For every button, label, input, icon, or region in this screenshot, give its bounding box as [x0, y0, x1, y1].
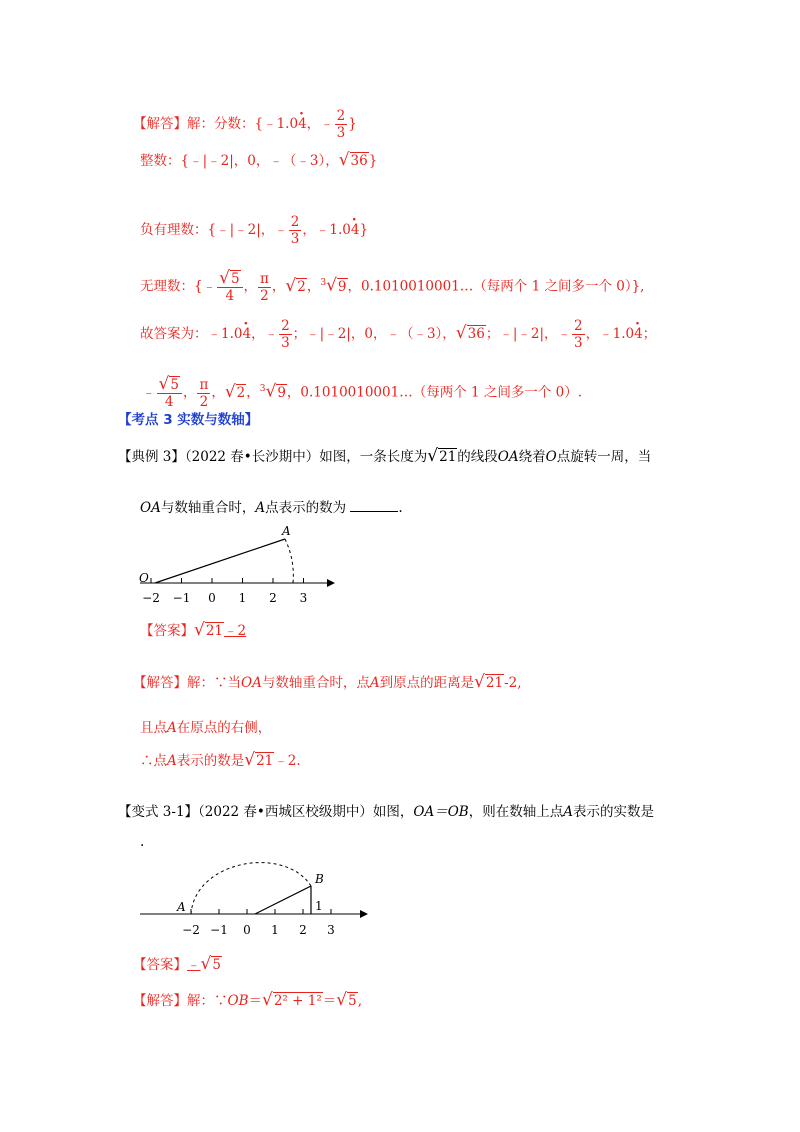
variant31-answer: [133, 954, 222, 975]
example3-answer: [140, 620, 246, 641]
example3-question-line1: [118, 446, 651, 467]
radicand: 2: [236, 384, 246, 401]
comma: ，: [585, 326, 600, 342]
answer-tag: 【答案】: [140, 623, 194, 639]
frac-den: 3: [290, 231, 300, 247]
frac-num: 2: [281, 318, 290, 334]
tick-label: −1: [210, 923, 228, 937]
tick-label: −2: [182, 923, 200, 937]
minus-sign: ﹣: [202, 278, 217, 295]
answer-tag: 【解答】: [133, 116, 187, 132]
var-a: A: [167, 720, 177, 736]
fraction-pi-over-2: [197, 377, 210, 410]
sqrt-36: √36: [338, 150, 368, 170]
frac-den: 2: [260, 287, 269, 304]
comma: ，: [243, 278, 258, 295]
fraction-two-thirds: [335, 108, 348, 141]
radicand: 5: [230, 271, 240, 287]
frac-den: 2: [199, 393, 209, 410]
frac-num: 2: [574, 318, 583, 334]
variant31-question: [118, 802, 654, 822]
tick-label: 1: [271, 923, 279, 937]
fraction-sqrt5-over-4: [217, 270, 242, 304]
sqrt-5: √5: [219, 268, 240, 288]
jieda-text: 解：∵当: [187, 675, 241, 691]
frac-den: 3: [336, 125, 346, 141]
label-o: O: [139, 571, 149, 585]
sqrt-2: √2: [285, 275, 306, 296]
frac-den: 3: [574, 335, 583, 351]
brace-close: }: [359, 222, 369, 238]
tick-label: 2: [299, 923, 307, 937]
fraction-two-thirds: [289, 214, 302, 247]
comma: ，: [182, 384, 197, 401]
sqrt-21: √21: [427, 446, 457, 466]
frac-num: π: [260, 270, 269, 287]
jieda-text: -2,: [504, 675, 522, 691]
var-a: A: [563, 804, 573, 820]
arc-dashed: [191, 863, 311, 914]
tick-label: 2: [269, 591, 277, 605]
example3-question-line2: [140, 498, 403, 518]
semicolon: ；: [642, 326, 657, 342]
gu-mid: ；﹣|﹣2|，0，﹣（﹣3），: [292, 326, 456, 342]
tick-label: −1: [172, 591, 191, 605]
tick-label: 0: [208, 591, 216, 605]
tick-label: 3: [299, 591, 308, 605]
therefore-text: 表示的数是: [176, 753, 245, 769]
jieda-text: 解：∵: [187, 993, 228, 1009]
zhengshu-text: 整数：{﹣|﹣2|，0，﹣（﹣3），: [140, 153, 339, 169]
fuyouli-label: 负有理数：{﹣|﹣2|，: [140, 222, 275, 238]
sqrt-21: √21: [194, 620, 224, 640]
example-text: 绕着: [518, 449, 546, 465]
arc-dashed: [285, 539, 293, 583]
label-1: 1: [315, 899, 323, 913]
tick-group: [142, 578, 307, 605]
frac-den: 3: [281, 335, 290, 351]
radicand: 21: [439, 449, 457, 465]
tick-label: 3: [327, 923, 335, 937]
radicand: 2: [297, 278, 306, 295]
radicand: 5: [170, 377, 179, 393]
var-a: A: [369, 675, 380, 691]
var-oa: OA: [497, 449, 519, 465]
sqrt-21: √21: [244, 750, 274, 770]
example-text: （2022 春•长沙期中）如图，一条长度为: [184, 449, 428, 465]
var-o: O: [545, 449, 557, 465]
answer-tag: 【答案】: [133, 957, 187, 973]
repeating-digit: · 4: [242, 326, 251, 342]
comma: ，: [211, 384, 225, 401]
cbrt-9: $^3$√9: [259, 381, 286, 402]
example-tag: 【典例 3】: [118, 449, 185, 465]
repeating-decimal: ﹣1.0: [599, 326, 635, 342]
example-text: 点旋转一周，当: [556, 449, 652, 465]
root-index: 3: [259, 384, 266, 394]
frac-num: 2: [336, 108, 346, 124]
cbrt-9: $^3$√9: [320, 275, 347, 296]
jie-label: 解：: [187, 116, 214, 132]
jieda-text: 到原点的距离是: [379, 675, 475, 691]
figure-number-line-ob: [135, 850, 375, 940]
repeating-digit: · 4: [298, 116, 307, 132]
radicand: 21: [256, 753, 274, 769]
comma: ，: [246, 384, 260, 401]
answer-line-zhengshu: [140, 150, 377, 171]
segment-oa: [155, 539, 285, 583]
example3-qie: [140, 718, 271, 738]
answer-line-fenshu: [133, 108, 357, 141]
variant-text: （2022 春•西城区校级期中）如图，: [198, 804, 414, 820]
radicand: 5: [212, 957, 221, 973]
sqrt-5: √5: [336, 990, 357, 1010]
frac-den: 4: [225, 288, 235, 304]
radicand: 9: [277, 384, 286, 401]
minus-sign: ﹣: [320, 116, 334, 132]
example-text: 与数轴重合时，: [160, 500, 256, 516]
radicand: 21: [205, 623, 224, 639]
repeating-decimal: ﹣1.0: [263, 116, 299, 132]
therefore-text: ∴点: [140, 753, 167, 769]
sqrt-2sq-plus-1sq: √2² + 1²: [262, 990, 322, 1010]
variant-text: ，则在数轴上点: [468, 804, 564, 820]
comma: ，: [271, 278, 286, 295]
brace-close: }: [348, 116, 357, 132]
minus-sign: ﹣: [264, 326, 279, 342]
gu-mid2: ；﹣|﹣2|，: [485, 326, 558, 342]
label-a: A: [282, 524, 291, 538]
period: .: [398, 500, 403, 516]
var-oa-eq-ob: OA＝OB: [413, 804, 469, 820]
minus-sign: ﹣: [187, 957, 201, 973]
tick-group: [182, 909, 335, 937]
sqrt-5: √5: [158, 374, 179, 394]
equals: ＝: [322, 993, 337, 1009]
tick-label: 0: [243, 923, 251, 937]
jieda-tag: 【解答】: [133, 675, 187, 691]
label-a: A: [177, 900, 186, 914]
axis-arrow: [327, 579, 335, 587]
radicand: 2² + 1²: [273, 993, 322, 1009]
fraction-two-thirds: [279, 318, 292, 351]
radicand: 36: [350, 153, 368, 169]
qie-text: 且点: [140, 720, 167, 736]
wuli-label: 无理数：{: [140, 278, 203, 295]
last-tail: ，0.1010010001…（每两个 1 之间多一个 0）.: [286, 384, 583, 401]
figure-number-line-oa: [135, 520, 335, 610]
minus-sign: ﹣: [274, 222, 288, 238]
variant-text: 表示的实数是: [572, 804, 654, 820]
radicand: 36: [467, 326, 485, 342]
therefore-text: ﹣2.: [274, 753, 301, 769]
gu-label: 故答案为：﹣1.0: [140, 326, 243, 342]
radicand: 5: [348, 993, 357, 1009]
answer-tail: ﹣2: [224, 623, 247, 639]
variant31-jieda: [133, 990, 362, 1011]
sqrt-36: √36: [455, 323, 485, 343]
example3-therefore: [140, 750, 301, 771]
fenshu-label: 分数：{: [214, 116, 264, 132]
root-index: 3: [320, 278, 327, 288]
jieda-tag: 【解答】: [133, 993, 187, 1009]
frac-num: π: [199, 376, 209, 393]
label-b: B: [315, 872, 324, 886]
sqrt-5: √5: [200, 954, 221, 974]
qie-text: 在原点的右侧，: [176, 720, 272, 736]
radicand: 21: [485, 675, 504, 691]
var-a: A: [167, 753, 177, 769]
answer-line-final: [140, 318, 656, 351]
tick-label: 1: [238, 591, 247, 605]
answer-value: [187, 954, 222, 974]
wuli-tail: ，0.1010010001…（每两个 1 之间多一个 0）},: [347, 278, 645, 295]
minus-sign: ﹣: [557, 326, 572, 342]
axis-arrow: [360, 910, 368, 918]
comma: ,: [357, 993, 362, 1009]
comma: ，: [306, 116, 321, 132]
minus-sign: ﹣: [142, 384, 156, 401]
fraction-sqrt5-over-4: [157, 376, 182, 410]
fraction-two-thirds: [572, 318, 585, 351]
answer-line-wuli: [140, 270, 644, 304]
answer-line-final-2: [142, 376, 582, 410]
frac-num: 2: [290, 214, 300, 230]
var-ob: OB: [227, 993, 249, 1009]
fraction-pi-over-2: [258, 271, 271, 304]
equals: ＝: [248, 993, 262, 1009]
answer-line-fuyouli: [140, 214, 368, 247]
var-a: A: [255, 500, 266, 516]
tick-label: −2: [142, 591, 160, 605]
sqrt-21: √21: [474, 672, 504, 692]
brace-close: }: [368, 153, 378, 169]
answer-blank: [350, 499, 398, 512]
section-heading-kaodian3: 【考点 3 实数与数轴】: [118, 412, 259, 428]
example-text: 的线段: [457, 449, 498, 465]
variant31-dot: .: [140, 834, 145, 850]
frac-den: 4: [164, 394, 174, 410]
answer-value: [194, 620, 247, 640]
jieda-text: 与数轴重合时，点: [261, 675, 370, 691]
comma: ，: [251, 326, 265, 342]
sqrt-2: √2: [224, 381, 246, 402]
var-oa: OA: [140, 500, 161, 516]
repeating-digit: · 4: [634, 326, 643, 342]
repeating-digit: · 4: [351, 222, 360, 238]
radicand: 9: [337, 278, 347, 295]
repeating-decimal: ﹣1.0: [315, 222, 351, 238]
comma: ，: [306, 278, 321, 295]
var-oa: OA: [241, 675, 262, 691]
example-text: 点表示的数为: [265, 500, 347, 516]
variant-tag: 【变式 3-1】: [118, 804, 199, 820]
example3-jieda: [133, 672, 522, 693]
comma: ，: [302, 222, 316, 238]
